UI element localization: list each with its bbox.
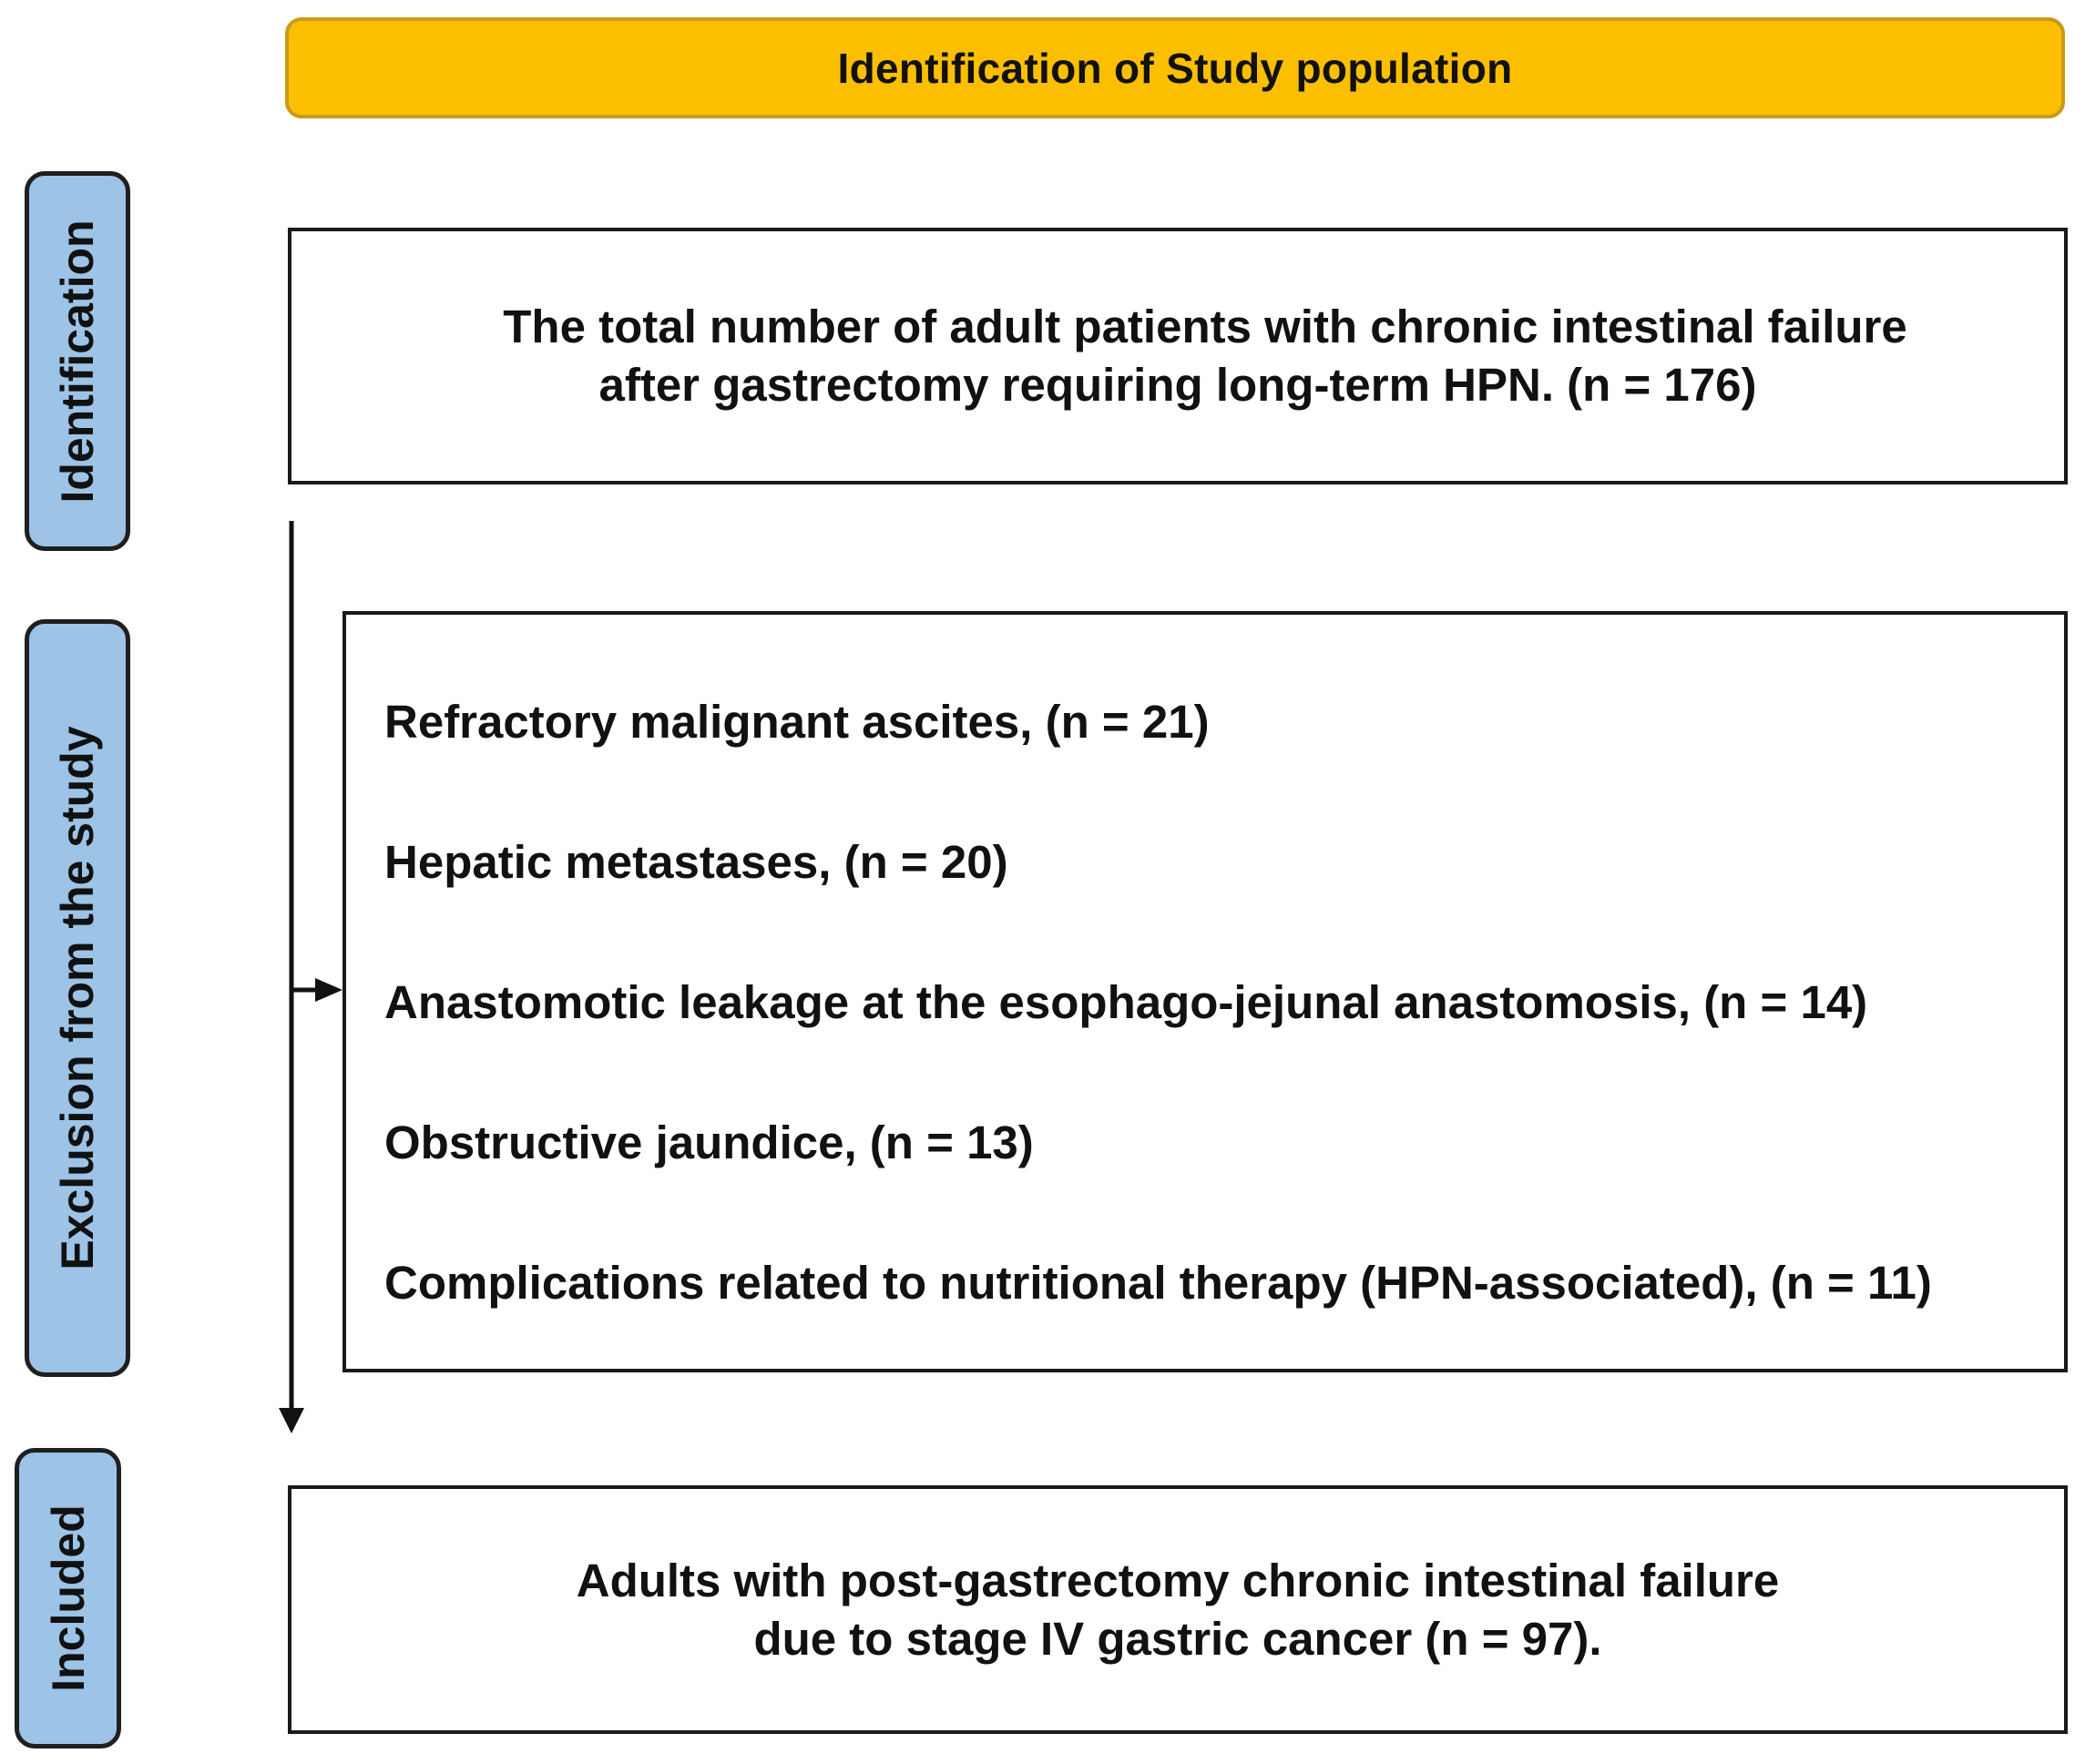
exclusion-item-anastomotic-leakage: Anastomotic leakage at the esophago-jejunal anastomosis, (n = 14) (384, 976, 1868, 1028)
exclusion-branch-arrowhead (315, 978, 342, 1002)
exclusion-item-hpn-complications: Complications related to nutritional therapy (HPN-associated), (n = 11) (384, 1257, 1932, 1309)
exclusion-item-ascites: Refractory malignant ascites, (n = 21) (384, 696, 1210, 748)
exclusion-item-obstructive-jaundice: Obstructive jaundice, (n = 13) (384, 1117, 1034, 1168)
header-banner (285, 17, 2065, 118)
side-label-exclusion-text: Exclusion from the study (52, 726, 103, 1270)
included-box (288, 1485, 2068, 1734)
identification-line-2: after gastrectomy requiring long-term HPN. (n = 176) (598, 359, 1757, 411)
side-label-included (15, 1448, 121, 1749)
side-label-identification (25, 171, 130, 551)
header-title: Identification of Study population (837, 44, 1513, 92)
identification-box (288, 228, 2068, 484)
exclusion-item-hepatic-metastases: Hepatic metastases, (n = 20) (384, 836, 1008, 888)
main-flow-arrowhead (279, 1408, 304, 1433)
included-line-2: due to stage IV gastric cancer (n = 97). (753, 1612, 1602, 1665)
side-label-exclusion (25, 619, 130, 1377)
side-label-included-text: Included (42, 1504, 94, 1692)
side-label-identification-text: Identification (52, 219, 103, 504)
identification-line-1: The total number of adult patients with chronic intestinal failure (503, 301, 1907, 352)
exclusion-box (342, 611, 2068, 1372)
included-line-1: Adults with post-gastrectomy chronic intestinal failure (576, 1554, 1780, 1606)
